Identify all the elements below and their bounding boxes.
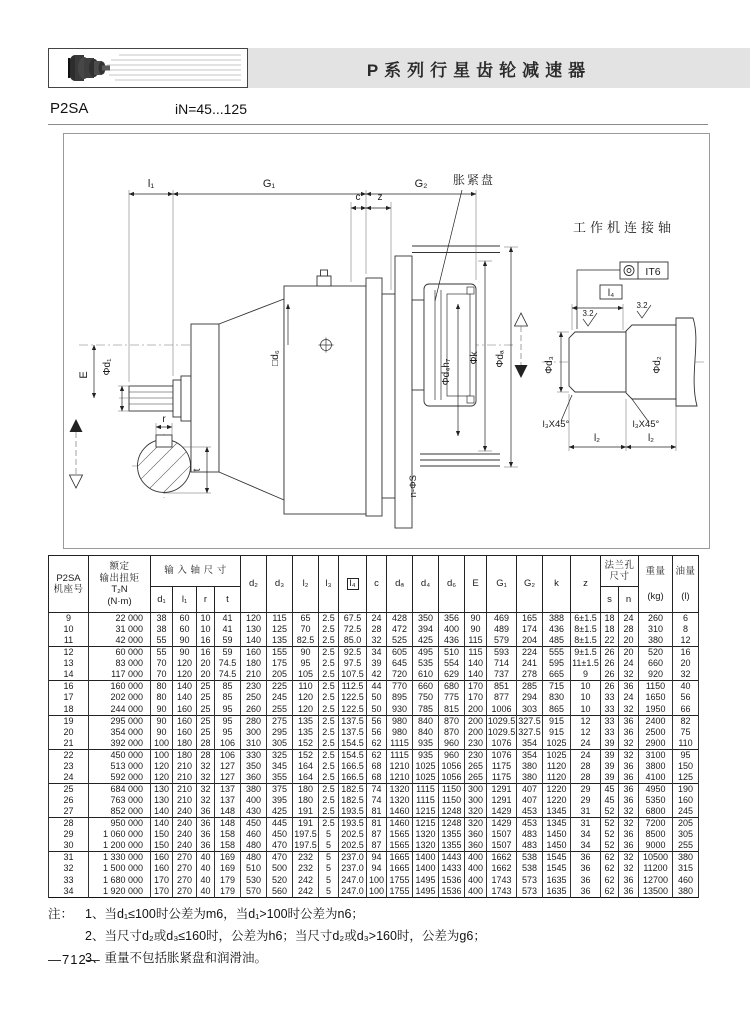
reducer-body [129, 246, 500, 528]
table-row: 18 244 000 90 160 25 95 260 255 120 2.5 122.5 50 930 785 815 200 1006 303 865 10 33 32 1950 66 [49, 704, 699, 716]
col-l2: l₂ [293, 556, 319, 613]
table-row: 29 1 060 000 150 240 36 158 460 450 197.5 5 202.5 87 1565 1320 1355 360 1507 483 1450 34 52 36 8500 305 [49, 829, 699, 840]
spec-table [48, 555, 699, 898]
table-row: 19 295 000 90 160 25 95 280 275 135 2.5 137.5 56 980 840 870 200 1029.5 327.5 915 12 33 36 2400 82 [49, 715, 699, 727]
dim-r-label: r [162, 414, 166, 425]
col-group-input-shaft: 输 入 轴 尺 寸 [151, 556, 241, 587]
table-row: 24 592 000 120 210 32 127 360 355 164 2.5 166.5 68 1210 1025 1056 265 1175 380 1120 28 39 36 4100 125 [49, 772, 699, 784]
roughness-right-label: 3.2 [636, 301, 648, 310]
dim-d3-label: Φd₃ [544, 356, 555, 374]
table-row: 16 160 000 80 140 25 85 230 225 110 2.5 112.5 44 770 660 680 170 851 285 715 10 26 36 1150 40 [49, 681, 699, 693]
col-E: E [465, 556, 487, 613]
table-row: 25 684 000 130 210 32 137 380 375 180 2.5 182.5 74 1320 1115 1150 300 1291 407 1220 29 45 36 4950 190 [49, 783, 699, 795]
notes [48, 903, 486, 969]
gear-reducer-icon [49, 49, 247, 87]
spec-table-body [49, 613, 699, 898]
col-group-flange: 法兰孔 尺寸 [601, 556, 639, 587]
it6-label: IT6 [645, 266, 661, 278]
col-oil: 油量 (l) [673, 556, 699, 613]
page-number: —712— [48, 952, 101, 967]
dim-d4h7-label: Φd₄h₇ [441, 358, 452, 386]
col-da: dₐ [387, 556, 413, 613]
model-code: P2SA [50, 100, 89, 117]
col-weight: 重量 (kg) [639, 556, 673, 613]
table-row: 30 1 200 000 150 240 36 158 480 470 197.5 5 202.5 87 1565 1320 1355 360 1507 483 1450 34 52 36 9000 255 [49, 840, 699, 852]
work-shaft-title: 工作机连接轴 [572, 220, 676, 235]
col-G1: G₁ [487, 556, 517, 613]
table-row: 9 22 000 38 60 10 41 120 115 65 2.5 67.5 24 428 350 356 90 469 165 388 6±1.5 18 24 260 6 [49, 613, 699, 625]
table-row: 21 392 000 100 180 28 106 310 305 152 2.5 154.5 62 1115 935 960 230 1076 354 1025 24 39 32 2900 110 [49, 738, 699, 750]
table-row: 13 83 000 70 120 20 74.5 180 175 95 2.5 97.5 39 645 535 554 140 714 241 595 11±1.5 26 24 660 20 [49, 658, 699, 669]
table-head [49, 556, 699, 613]
dim-d1-label: Φd₁ [102, 358, 113, 376]
dim-d6-label: □d₆ [270, 350, 281, 366]
col-torque: 额定 输出扭矩 T₂N (N·m) [89, 556, 151, 613]
col-s: s [601, 587, 619, 613]
technical-drawing [63, 133, 710, 549]
table-row: 34 1 920 000 170 270 40 179 570 560 242 5 247.0 100 1755 1495 1536 400 1743 573 1635 36 62 36 13500 380 [49, 886, 699, 898]
brand-logo [48, 48, 248, 88]
dim-z-label: z [377, 192, 383, 203]
header-rule [48, 124, 708, 125]
col-c: c [367, 556, 387, 613]
note-item-1: 1、当d₁≤100时公差为m6，当d₁>100时公差为n6； [85, 907, 364, 921]
table-row: 33 1 680 000 170 270 40 179 530 520 242 5 247.0 100 1755 1495 1536 400 1743 573 1635 36 62 36 12700 460 [49, 875, 699, 886]
dim-k-label: Φk [469, 351, 480, 365]
keyway-section [124, 426, 202, 502]
dim-t-label: t [192, 468, 203, 472]
col-d4: d₄ [413, 556, 439, 613]
dim-da-label: Φdₐ [495, 350, 506, 368]
col-z: z [571, 556, 601, 613]
col-n: n [619, 587, 639, 613]
col-G2: G₂ [517, 556, 543, 613]
table-row: 22 450 000 100 180 28 106 330 325 152 2.5 154.5 62 1115 935 960 230 1076 354 1025 24 39 32 3100 95 [49, 749, 699, 761]
dim-l2-right-label: l₂ [647, 433, 655, 444]
table-row: 12 60 000 55 90 16 59 160 155 90 2.5 92.5 34 605 495 510 115 593 224 555 9±1.5 26 20 520 16 [49, 647, 699, 659]
col-l3: l₃ [319, 556, 339, 613]
notes-prefix: 注： [48, 907, 74, 921]
shrink-disc-label: 胀紧盘 [452, 173, 496, 187]
col-d2: d₂ [241, 556, 267, 613]
dim-l2-left-label: l₂ [593, 433, 601, 444]
dim-d2-label: Φd₂ [652, 356, 663, 374]
table-row: 32 1 500 000 160 270 40 169 510 500 232 5 237.0 94 1665 1400 1433 400 1662 538 1545 36 62 32 11200 315 [49, 863, 699, 874]
dim-c-label: c [355, 192, 361, 203]
col-r: r [197, 587, 215, 613]
ratio-range: iN=45...125 [175, 101, 247, 117]
chamfer-right-label: l₃X45° [632, 419, 660, 430]
table-row: 20 354 000 90 160 25 95 300 295 135 2.5 137.5 56 980 840 870 200 1029.5 327.5 915 12 33 36 2500 75 [49, 727, 699, 738]
table-row: 23 513 000 120 210 32 127 350 345 164 2.5 166.5 68 1210 1025 1056 265 1175 380 1120 28 39 36 3800 150 [49, 761, 699, 772]
dim-l1-label: l₁ [147, 178, 155, 190]
col-l4: l₄ [339, 556, 367, 613]
dim-l4-label: l₄ [607, 288, 615, 299]
dim-e-label: E [78, 371, 90, 379]
table-row: 17 202 000 80 140 25 85 250 245 120 2.5 122.5 50 895 750 775 170 877 294 830 10 33 24 1650 56 [49, 692, 699, 703]
col-d3: d₃ [267, 556, 293, 613]
note-item-2: 2、当尺寸d₂或d₃≤160时，公差为h6；当尺寸d₂或d₃>160时，公差为g6； [85, 929, 486, 943]
header-band [208, 48, 750, 88]
dim-g2-label: G₂ [414, 178, 428, 190]
table-row: 28 950 000 140 240 36 148 450 445 191 2.5 193.5 81 1460 1215 1248 320 1429 453 1345 31 52 32 7200 205 [49, 818, 699, 830]
page-title: P系列行星齿轮减速器 [366, 60, 592, 80]
col-t: t [215, 587, 241, 613]
col-k: k [543, 556, 571, 613]
col-l1: l₁ [173, 587, 197, 613]
chamfer-left-label: l₃X45° [542, 419, 570, 430]
note-item-3: 3、重量不包括胀紧盘和润滑油。 [85, 951, 267, 965]
table-row: 27 852 000 140 240 36 148 430 425 191 2.5 193.5 81 1460 1215 1248 320 1429 453 1345 31 52 32 6800 245 [49, 806, 699, 818]
col-d1: d₁ [151, 587, 173, 613]
table-row: 31 1 330 000 160 270 40 169 480 470 232 5 237.0 94 1665 1400 1443 400 1662 538 1545 36 62 32 10500 380 [49, 852, 699, 864]
dim-ns-label: n-ΦS [408, 475, 419, 498]
table-row: 10 31 000 38 60 10 41 130 125 70 2.5 72.5 28 472 394 400 90 489 174 436 8±1.5 18 28 310 8 [49, 624, 699, 635]
dim-g1-label: G₁ [262, 178, 276, 190]
roughness-left-label: 3.2 [582, 309, 594, 318]
table-row: 26 763 000 130 210 32 137 400 395 180 2.5 182.5 74 1320 1115 1150 300 1291 407 1220 29 45 36 5350 160 [49, 795, 699, 806]
work-shaft-detail [569, 262, 697, 406]
col-d6: d₆ [439, 556, 465, 613]
table-row: 14 117 000 70 120 20 74.5 210 205 105 2.5 107.5 42 720 610 629 140 737 278 665 9 26 32 920 32 [49, 669, 699, 681]
table-row: 11 42 000 55 90 16 59 140 135 82.5 2.5 85.0 32 525 425 436 115 579 204 485 8±1.5 22 20 380 12 [49, 635, 699, 647]
col-frame: P2SA 机座号 [49, 556, 89, 613]
